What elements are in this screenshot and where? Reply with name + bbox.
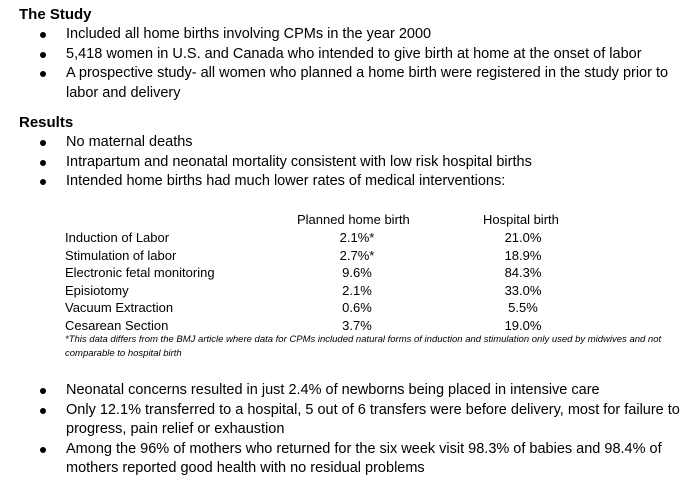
hospital-value: 5.5% — [508, 300, 538, 315]
list-item: Among the 96% of mothers who returned for the six week visit 98.3% of babies and 98.4% of mothers reported good health with no residual problems — [38, 440, 684, 479]
results-bullet-list — [38, 133, 678, 192]
hospital-value: 21.0% — [504, 230, 542, 245]
study-bullet-list — [38, 25, 678, 103]
hospital-value: 18.9% — [504, 247, 542, 263]
list-item: Intended home births had much lower rates of medical interventions: — [38, 172, 678, 192]
list-item: Included all home births involving CPMs in the year 2000 — [38, 25, 678, 45]
row-label: Stimulation of labor — [65, 247, 177, 263]
home-value: 9.6% — [342, 265, 372, 280]
hospital-value: 19.0% — [504, 317, 542, 333]
list-item: No maternal deaths — [38, 133, 678, 153]
outcomes-bullet-list — [38, 381, 684, 479]
list-item: A prospective study- all women who planned a home birth were registered in the study prior to labor and delivery — [38, 64, 678, 103]
column-header-planned-home-birth: Planned home birth — [297, 212, 410, 227]
hospital-value: 33.0% — [504, 282, 542, 298]
home-value: 2.1% — [342, 282, 372, 298]
home-value: 2.1%* — [339, 230, 375, 245]
home-value: 0.6% — [342, 300, 372, 315]
row-label: Cesarean Section — [65, 317, 169, 333]
table-footnote: *This data differs from the BMJ article where data for CPMs included natural forms of induction and stimulation only used by midwives and not comparable to hospital birth — [65, 334, 662, 359]
results-heading: Results — [19, 114, 74, 131]
list-item: 5,418 women in U.S. and Canada who intended to give birth at home at the onset of labor — [38, 45, 678, 65]
study-heading: The Study — [19, 6, 92, 23]
list-item: Intrapartum and neonatal mortality consistent with low risk hospital births — [38, 153, 678, 173]
list-item: Neonatal concerns resulted in just 2.4% of newborns being placed in intensive care — [38, 381, 684, 401]
row-label: Induction of Labor — [65, 230, 170, 245]
home-value: 3.7% — [342, 317, 372, 333]
row-label: Episiotomy — [65, 282, 129, 298]
row-label: Electronic fetal monitoring — [65, 265, 215, 280]
home-value: 2.7%* — [339, 247, 375, 263]
row-label: Vacuum Extraction — [65, 300, 174, 315]
column-header-hospital-birth: Hospital birth — [483, 212, 559, 227]
list-item: Only 12.1% transferred to a hospital, 5 out of 6 transfers were before delivery, most for failure to progress, pain relief or exhaustion — [38, 401, 684, 440]
hospital-value: 84.3% — [504, 265, 542, 280]
